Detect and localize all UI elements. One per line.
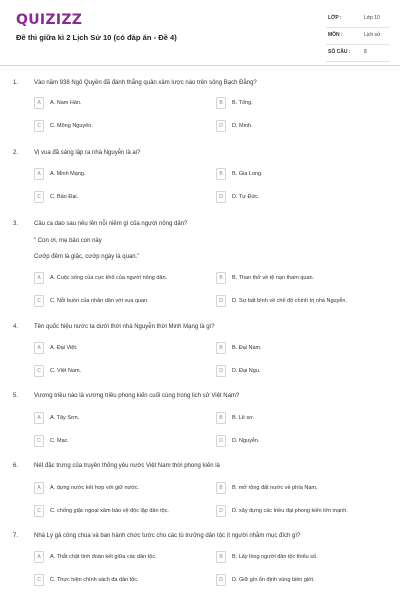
option-text: A. Tây Sơn. bbox=[50, 414, 80, 421]
question-6-option-d[interactable] bbox=[216, 505, 376, 517]
question-1-option-c[interactable] bbox=[34, 120, 194, 132]
option-text: C. Mông Nguyên. bbox=[50, 122, 93, 129]
option-letter-badge: D bbox=[216, 505, 226, 517]
option-letter-badge: C bbox=[34, 120, 44, 132]
question-4-option-a[interactable] bbox=[34, 342, 194, 354]
question-number: 2. bbox=[13, 150, 19, 156]
question-text: Tên quốc hiệu nước ta dưới thời nhà Nguyễn thời Minh Mạng là gì? bbox=[34, 324, 215, 330]
option-letter-badge: A bbox=[34, 482, 44, 494]
option-text: C. Mạc. bbox=[50, 437, 69, 444]
question-3-option-c[interactable] bbox=[34, 295, 194, 307]
option-text: C. Việt Nam. bbox=[50, 367, 82, 374]
question-number: 1. bbox=[13, 80, 19, 86]
question-4-option-b[interactable] bbox=[216, 342, 376, 354]
question-7-option-c[interactable] bbox=[34, 574, 194, 586]
worksheet-title: Đề thi giữa kì 2 Lịch Sử 10 (có đáp án - Đề 4) bbox=[16, 33, 177, 42]
question-5-option-b[interactable] bbox=[216, 412, 376, 424]
question-number: 4. bbox=[13, 324, 19, 330]
question-number: 7. bbox=[13, 533, 19, 539]
option-letter-badge: A bbox=[34, 168, 44, 180]
option-letter-badge: A bbox=[34, 551, 44, 563]
option-text: D. Tự Đức. bbox=[232, 193, 260, 200]
question-text: Vị vua đã sáng lập ra nhà Nguyễn là ai? bbox=[34, 150, 141, 156]
option-letter-badge: B bbox=[216, 482, 226, 494]
option-letter-badge: B bbox=[216, 412, 226, 424]
meta-question-count-label: SỐ CÂU : bbox=[328, 49, 351, 55]
option-letter-badge: B bbox=[216, 97, 226, 109]
option-text: B. Lấy lòng người dân tộc thiểu số. bbox=[232, 553, 318, 560]
question-6-option-c[interactable] bbox=[34, 505, 194, 517]
meta-class-value: Lớp 10 bbox=[364, 15, 380, 21]
option-text: D. xây dựng các triều đại phong kiến lớn mạnh. bbox=[232, 507, 348, 514]
option-text: A. Đại Việt. bbox=[50, 344, 78, 351]
worksheet-header bbox=[0, 0, 400, 64]
question-3-option-a[interactable] bbox=[34, 272, 194, 284]
option-text: A. Cuộc sống của cực khổ của người nông dân. bbox=[50, 274, 168, 281]
option-text: D. Minh. bbox=[232, 122, 253, 129]
question-6-option-a[interactable] bbox=[34, 482, 194, 494]
question-number: 3. bbox=[13, 221, 19, 227]
header-divider bbox=[0, 65, 400, 66]
question-4-option-d[interactable] bbox=[216, 365, 376, 377]
question-5-option-c[interactable] bbox=[34, 435, 194, 447]
option-text: D. Nguyễn. bbox=[232, 437, 260, 444]
option-text: B. Tống. bbox=[232, 99, 253, 106]
option-text: C. chống giặc ngoại xâm bảo vệ độc lập dân tộc. bbox=[50, 507, 169, 514]
option-text: B. Lê sơ. bbox=[232, 414, 255, 421]
question-1-option-a[interactable] bbox=[34, 97, 194, 109]
option-letter-badge: D bbox=[216, 365, 226, 377]
question-5-option-a[interactable] bbox=[34, 412, 194, 424]
option-letter-badge: B bbox=[216, 551, 226, 563]
question-3-option-b[interactable] bbox=[216, 272, 376, 284]
option-text: B. Đại Nam. bbox=[232, 344, 262, 351]
question-5-option-d[interactable] bbox=[216, 435, 376, 447]
option-letter-badge: A bbox=[34, 272, 44, 284]
option-letter-badge: C bbox=[34, 505, 44, 517]
option-letter-badge: C bbox=[34, 574, 44, 586]
question-2-option-d[interactable] bbox=[216, 191, 376, 203]
option-text: A. Minh Mạng. bbox=[50, 170, 86, 177]
question-7-option-a[interactable] bbox=[34, 551, 194, 563]
question-text: Vương triều nào là vương triều phong kiến cuối cùng trong lịch sử Việt Nam? bbox=[34, 393, 240, 399]
meta-question-count bbox=[326, 45, 390, 62]
meta-subject-value: Lịch sử bbox=[364, 32, 381, 38]
option-letter-badge: D bbox=[216, 574, 226, 586]
question-text: Nét đặc trưng của truyền thống yêu nước Việt Nam thời phong kiến là bbox=[34, 463, 220, 469]
option-text: B. mở rộng đất nước về phía Nam. bbox=[232, 484, 318, 491]
question-text: Câu ca dao sau nêu lên nỗi niềm gì của người nông dân? bbox=[34, 221, 188, 227]
option-letter-badge: C bbox=[34, 365, 44, 377]
option-letter-badge: B bbox=[216, 272, 226, 284]
option-text: D. Đại Ngu. bbox=[232, 367, 261, 374]
meta-class bbox=[326, 11, 390, 28]
question-6-option-b[interactable] bbox=[216, 482, 376, 494]
question-7-option-d[interactable] bbox=[216, 574, 376, 586]
option-text: B. Gia Long. bbox=[232, 170, 263, 177]
option-letter-badge: C bbox=[34, 435, 44, 447]
question-1-option-b[interactable] bbox=[216, 97, 376, 109]
option-text: C. Nỗi buồn của nhân dân với vua quan. bbox=[50, 297, 149, 304]
option-text: D. Giữ gìn ổn định vùng biên giới. bbox=[232, 576, 315, 583]
option-letter-badge: B bbox=[216, 342, 226, 354]
question-number: 6. bbox=[13, 463, 19, 469]
option-letter-badge: D bbox=[216, 120, 226, 132]
option-text: B. Than thở về tệ nạn tham quan. bbox=[232, 274, 315, 281]
question-text: Vào năm 938 Ngô Quyền đã đánh thắng quân xâm lược nào trên sông Bạch Đằng? bbox=[34, 80, 257, 86]
meta-subject-label: MÔN : bbox=[328, 32, 343, 38]
option-text: A. Nam Hán. bbox=[50, 99, 82, 106]
option-text: D. Sự bất bình về chế độ chính trị nhà Nguyễn. bbox=[232, 297, 347, 304]
meta-class-label: LỚP : bbox=[328, 15, 342, 21]
question-7-option-b[interactable] bbox=[216, 551, 376, 563]
question-number: 5. bbox=[13, 393, 19, 399]
question-quote-line-2: Cướp đêm là giặc, cướp ngày là quan." bbox=[34, 254, 140, 260]
question-text: Nhà Lý gả công chúa và ban hành chức tước cho các tù trưởng dân tộc ít người nhằm mục đích gì? bbox=[34, 533, 301, 539]
option-letter-badge: D bbox=[216, 435, 226, 447]
option-letter-badge: A bbox=[34, 342, 44, 354]
meta-question-count-value: 8 bbox=[364, 49, 367, 55]
option-letter-badge: D bbox=[216, 191, 226, 203]
question-3-option-d[interactable] bbox=[216, 295, 376, 307]
option-letter-badge: D bbox=[216, 295, 226, 307]
meta-subject bbox=[326, 28, 390, 45]
option-letter-badge: B bbox=[216, 168, 226, 180]
option-letter-badge: A bbox=[34, 97, 44, 109]
option-letter-badge: C bbox=[34, 191, 44, 203]
question-2-option-a[interactable] bbox=[34, 168, 194, 180]
option-text: C. Thực hiện chính sách đa dân tộc. bbox=[50, 576, 139, 583]
question-2-option-c[interactable] bbox=[34, 191, 194, 203]
question-quote-line-1: " Con ơi, mẹ bảo con này bbox=[34, 238, 102, 244]
option-letter-badge: C bbox=[34, 295, 44, 307]
option-text: A. Thắt chặt tình đoàn kết giữa các dân tộc. bbox=[50, 553, 157, 560]
question-1-option-d[interactable] bbox=[216, 120, 376, 132]
question-2-option-b[interactable] bbox=[216, 168, 376, 180]
option-text: A. dựng nước kết hợp với giữ nước. bbox=[50, 484, 140, 491]
question-4-option-c[interactable] bbox=[34, 365, 194, 377]
option-letter-badge: A bbox=[34, 412, 44, 424]
quizizz-logo[interactable]: QUIZIZZ bbox=[16, 12, 83, 28]
option-text: C. Bảo Đại. bbox=[50, 193, 79, 200]
